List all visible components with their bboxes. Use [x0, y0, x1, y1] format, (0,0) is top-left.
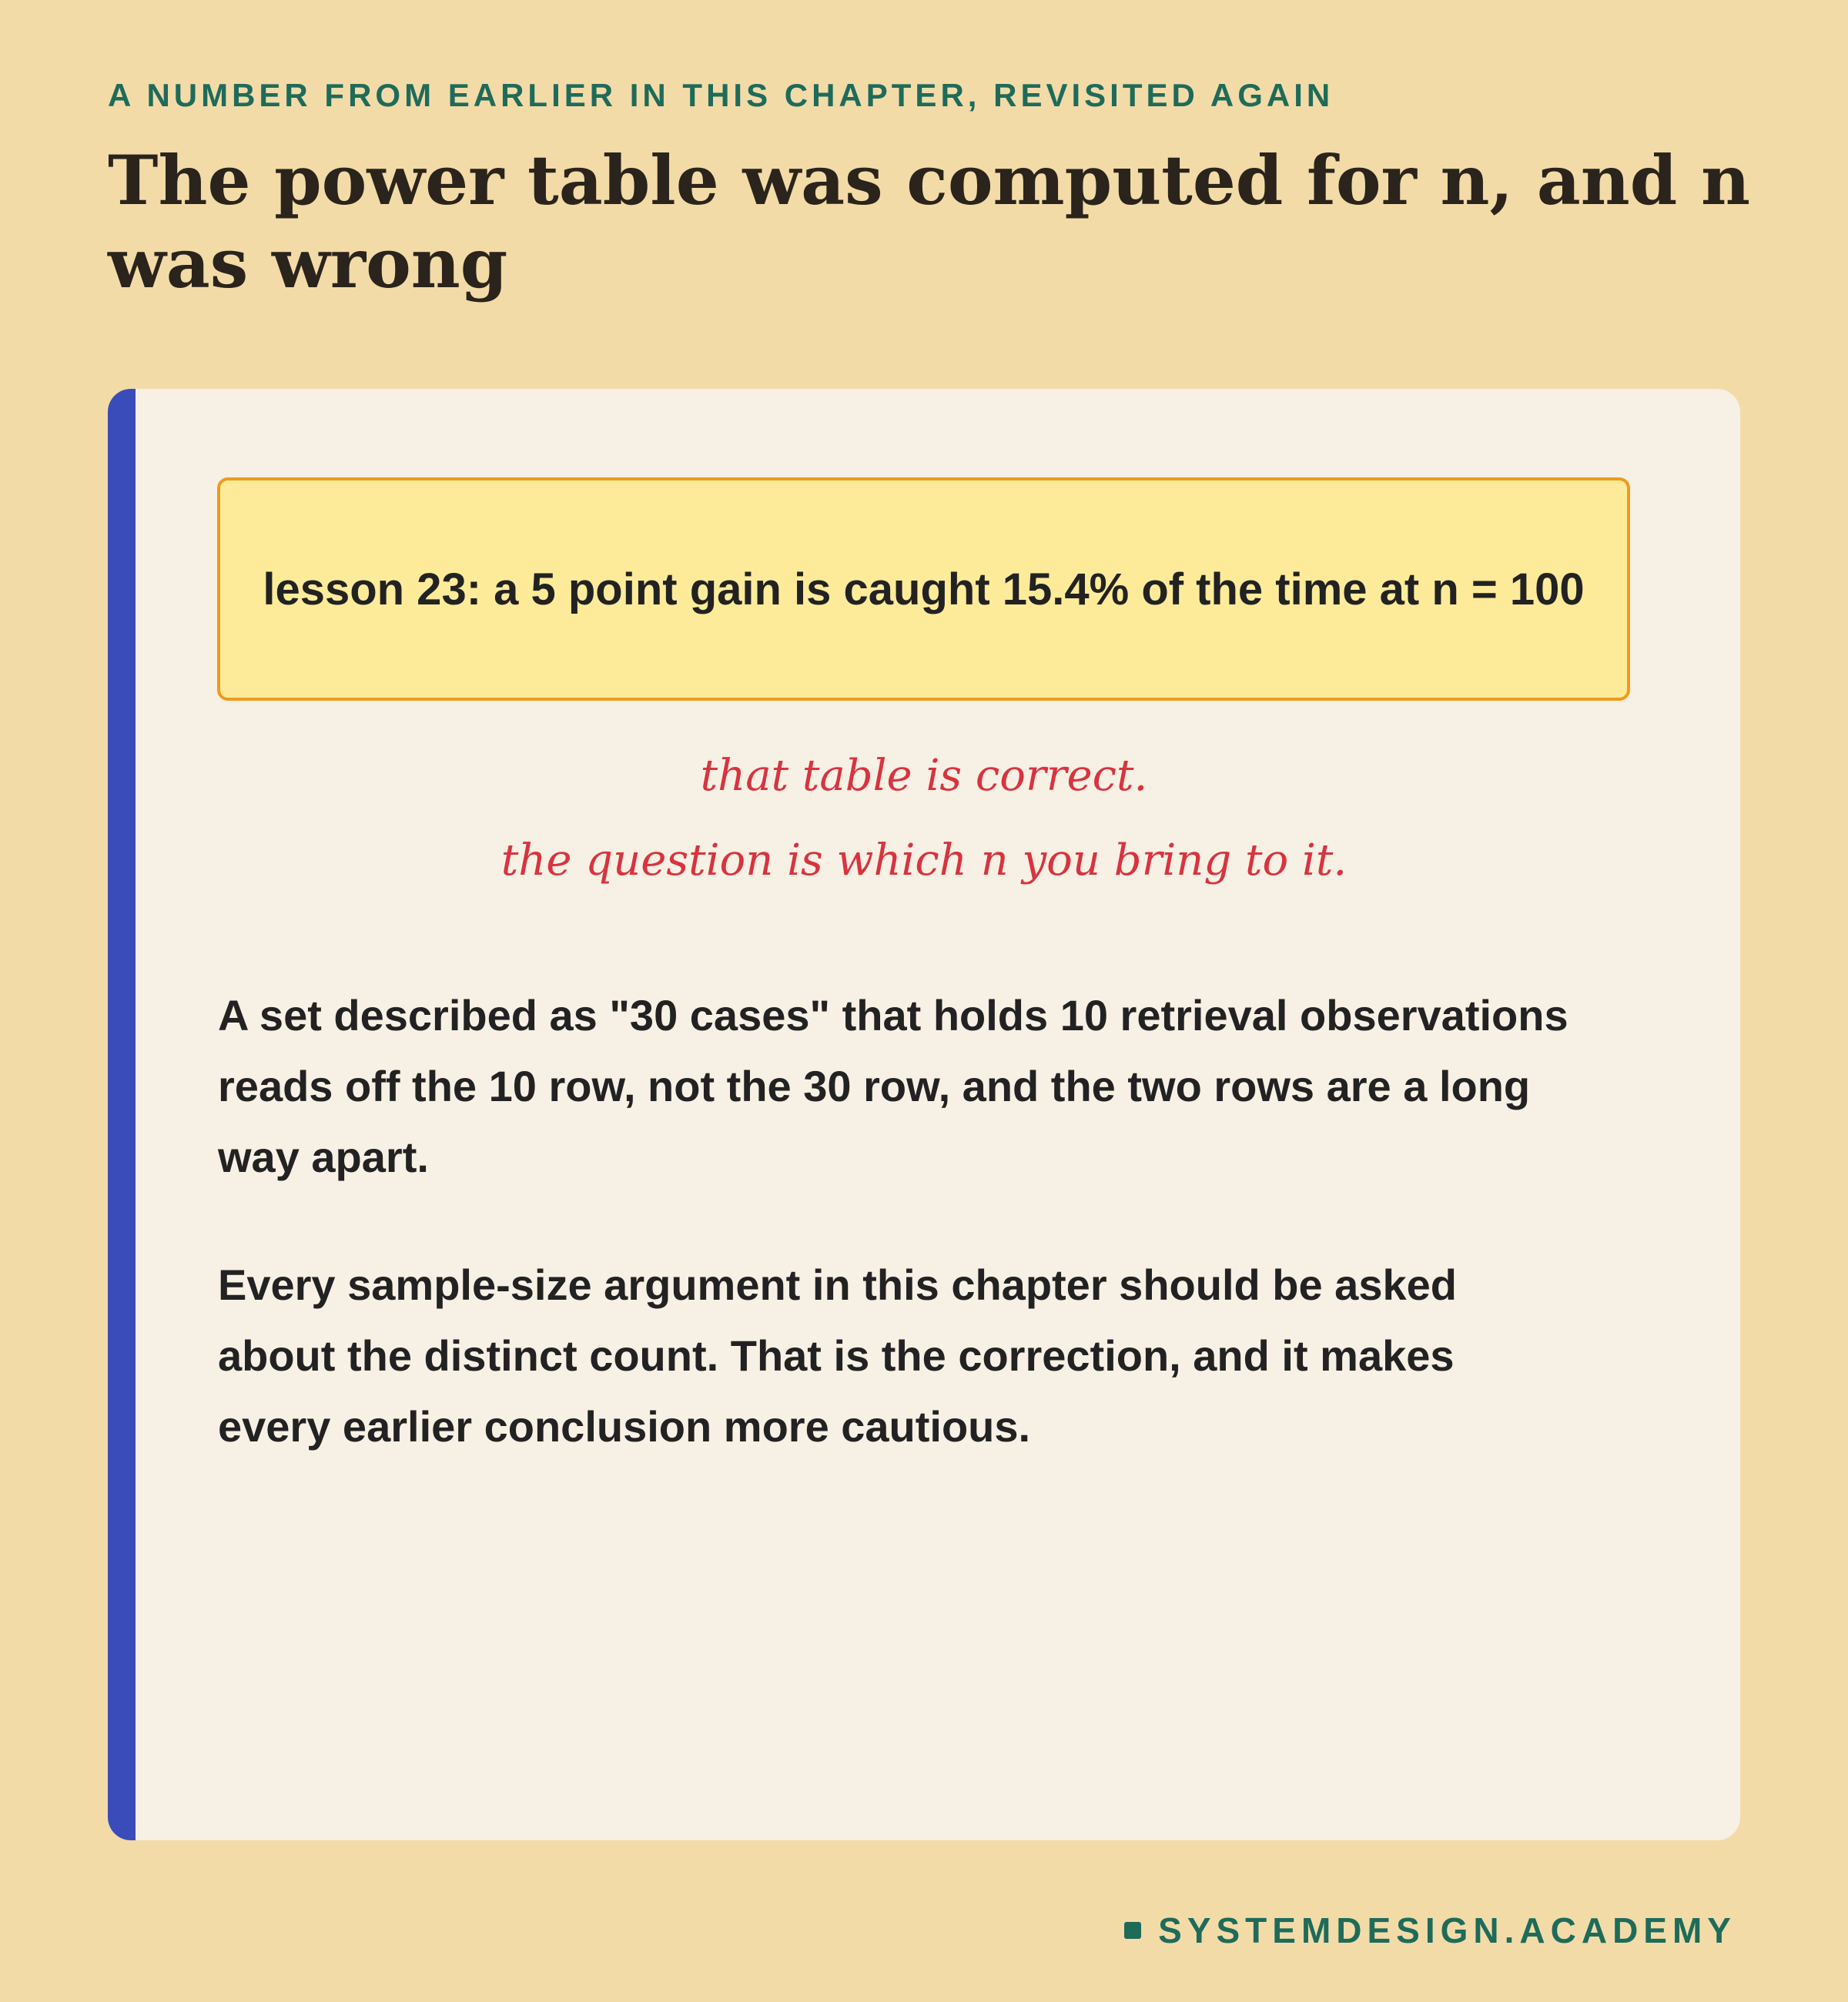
card-accent-bar: [108, 389, 136, 1840]
eyebrow-label: A NUMBER FROM EARLIER IN THIS CHAPTER, REVISITED AGAIN: [108, 77, 1334, 113]
handwritten-note-line-2: the question is which n you bring to it.: [500, 835, 1348, 886]
body-paragraph-1: A set described as "30 cases" that holds 10 retrieval observations reads off the 10 row, not the 30 row, and the two rows are a long way apart.: [218, 991, 1568, 1181]
page-title: The power table was computed for n, and n was wrong: [108, 140, 1750, 303]
handwritten-note-line-1: that table is correct.: [700, 751, 1148, 801]
body-paragraph-2: Every sample-size argument in this chapter should be asked about the distinct count. That is the correction, and it makes every earlier conclusion more cautious.: [218, 1260, 1457, 1451]
lesson-callout: [217, 477, 1630, 701]
footer-brand: [1124, 1910, 1736, 1951]
callout-text: lesson 23: a 5 point gain is caught 15.4% of the time at n = 100: [263, 564, 1585, 614]
content-card: [108, 389, 1740, 1840]
brand-square-icon: [1124, 1922, 1141, 1939]
brand-name: SYSTEMDESIGN.ACADEMY: [1158, 1910, 1736, 1950]
